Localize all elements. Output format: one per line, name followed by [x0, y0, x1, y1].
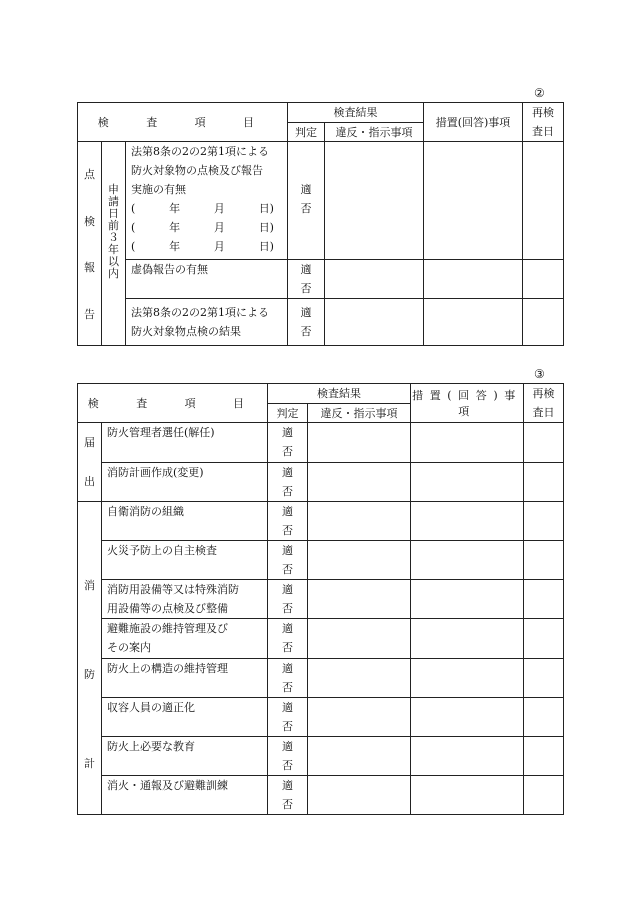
- measures-cell[interactable]: [424, 299, 523, 346]
- judgment-cell[interactable]: 適 否: [288, 142, 325, 260]
- judgment-cell[interactable]: 適 否: [268, 619, 308, 658]
- item-education: 防火上必要な教育: [102, 736, 268, 775]
- item-fire-plan: 消防計画作成(変更): [102, 462, 268, 502]
- recheck-cell[interactable]: [524, 541, 564, 580]
- measures-cell[interactable]: [411, 775, 524, 814]
- recheck-cell[interactable]: [524, 697, 564, 736]
- header-judgment: 判定: [268, 403, 308, 423]
- header-result: 検査結果: [268, 384, 411, 404]
- violation-cell[interactable]: [308, 619, 411, 658]
- measures-cell[interactable]: [411, 697, 524, 736]
- recheck-cell[interactable]: [524, 775, 564, 814]
- date-line-1: ( 年 月 日): [131, 202, 274, 215]
- violation-cell[interactable]: [308, 697, 411, 736]
- judgment-cell[interactable]: 適 否: [268, 462, 308, 502]
- item-equipment-maintenance: 消防用設備等又は特殊消防 用設備等の点検及び整備: [102, 580, 268, 619]
- measures-cell[interactable]: [411, 541, 524, 580]
- header-item: 検 査 項 目: [78, 384, 268, 423]
- judgment-cell[interactable]: 適 否: [268, 775, 308, 814]
- recheck-cell[interactable]: [524, 658, 564, 697]
- measures-cell[interactable]: [411, 462, 524, 502]
- violation-cell[interactable]: [308, 423, 411, 463]
- violation-cell[interactable]: [325, 142, 424, 260]
- item-inspection-report: 法第8条の2の2第1項による 防火対象物の点検及び報告 実施の有無 ( 年 月 日) ( 年 月 日) ( 年 月 日): [126, 142, 288, 260]
- recheck-cell[interactable]: [524, 736, 564, 775]
- date-line-3: ( 年 月 日): [131, 240, 274, 253]
- item-false-report: 虚偽報告の有無: [126, 260, 288, 299]
- item-self-inspection: 火災予防上の自主検査: [102, 541, 268, 580]
- header-recheck: 再検 査日: [524, 384, 564, 423]
- item-manager-appointment: 防火管理者選任(解任): [102, 423, 268, 463]
- violation-cell[interactable]: [308, 658, 411, 697]
- header-violation: 違反・指示事項: [325, 122, 424, 142]
- header-measures: 措置(回答)事項: [424, 103, 523, 142]
- judgment-cell[interactable]: 適 否: [268, 697, 308, 736]
- item-capacity: 収容人員の適正化: [102, 697, 268, 736]
- measures-cell[interactable]: [424, 260, 523, 299]
- judgment-cell[interactable]: 適 否: [268, 423, 308, 463]
- judgment-cell[interactable]: 適 否: [268, 658, 308, 697]
- violation-cell[interactable]: [308, 502, 411, 541]
- recheck-cell[interactable]: [524, 619, 564, 658]
- recheck-cell[interactable]: [524, 580, 564, 619]
- violation-cell[interactable]: [308, 541, 411, 580]
- recheck-cell[interactable]: [524, 462, 564, 502]
- violation-cell[interactable]: [308, 462, 411, 502]
- group-label-shobo-keikaku: 消 防 計: [78, 502, 102, 815]
- item-inspection-result: 法第8条の2の2第1項による 防火対象物点検の結果: [126, 299, 288, 346]
- date-line-2: ( 年 月 日): [131, 221, 274, 234]
- group-label-tenken-houkoku: 点 検 報 告: [78, 142, 102, 346]
- measures-cell[interactable]: [411, 502, 524, 541]
- judgment-cell[interactable]: 適 否: [288, 299, 325, 346]
- measures-cell[interactable]: [411, 619, 524, 658]
- judgment-cell[interactable]: 適 否: [268, 541, 308, 580]
- header-recheck: 再検 査日: [523, 103, 564, 142]
- violation-cell[interactable]: [325, 260, 424, 299]
- table3: [77, 383, 564, 815]
- recheck-cell[interactable]: [524, 423, 564, 463]
- violation-cell[interactable]: [325, 299, 424, 346]
- violation-cell[interactable]: [308, 736, 411, 775]
- header-judgment: 判定: [288, 122, 325, 142]
- measures-cell[interactable]: [411, 736, 524, 775]
- item-fireproof-structure: 防火上の構造の維持管理: [102, 658, 268, 697]
- recheck-cell[interactable]: [523, 142, 564, 260]
- measures-cell[interactable]: [411, 658, 524, 697]
- item-evacuation-facility: 避難施設の維持管理及び その案内: [102, 619, 268, 658]
- judgment-cell[interactable]: 適 否: [268, 736, 308, 775]
- header-violation: 違反・指示事項: [308, 403, 411, 423]
- table3-number: ③: [534, 367, 545, 381]
- item-drill: 消火・通報及び避難訓練: [102, 775, 268, 814]
- item-self-defense-org: 自衛消防の組織: [102, 502, 268, 541]
- recheck-cell[interactable]: [523, 299, 564, 346]
- measures-cell[interactable]: [411, 580, 524, 619]
- violation-cell[interactable]: [308, 775, 411, 814]
- judgment-cell[interactable]: 適 否: [288, 260, 325, 299]
- judgment-cell[interactable]: 適 否: [268, 502, 308, 541]
- header-measures: 措置(回答)事項: [411, 384, 524, 423]
- sub-label-within-3-years: 申 請 日 前 ３ 年 以 内: [102, 142, 126, 346]
- group-label-todokede: 届 出: [78, 423, 102, 502]
- header-result: 検査結果: [288, 103, 424, 123]
- header-item: 検 査 項 目: [78, 103, 288, 142]
- table2: [77, 102, 564, 346]
- recheck-cell[interactable]: [523, 260, 564, 299]
- table2-number: ②: [534, 86, 545, 100]
- measures-cell[interactable]: [424, 142, 523, 260]
- violation-cell[interactable]: [308, 580, 411, 619]
- judgment-cell[interactable]: 適 否: [268, 580, 308, 619]
- measures-cell[interactable]: [411, 423, 524, 463]
- recheck-cell[interactable]: [524, 502, 564, 541]
